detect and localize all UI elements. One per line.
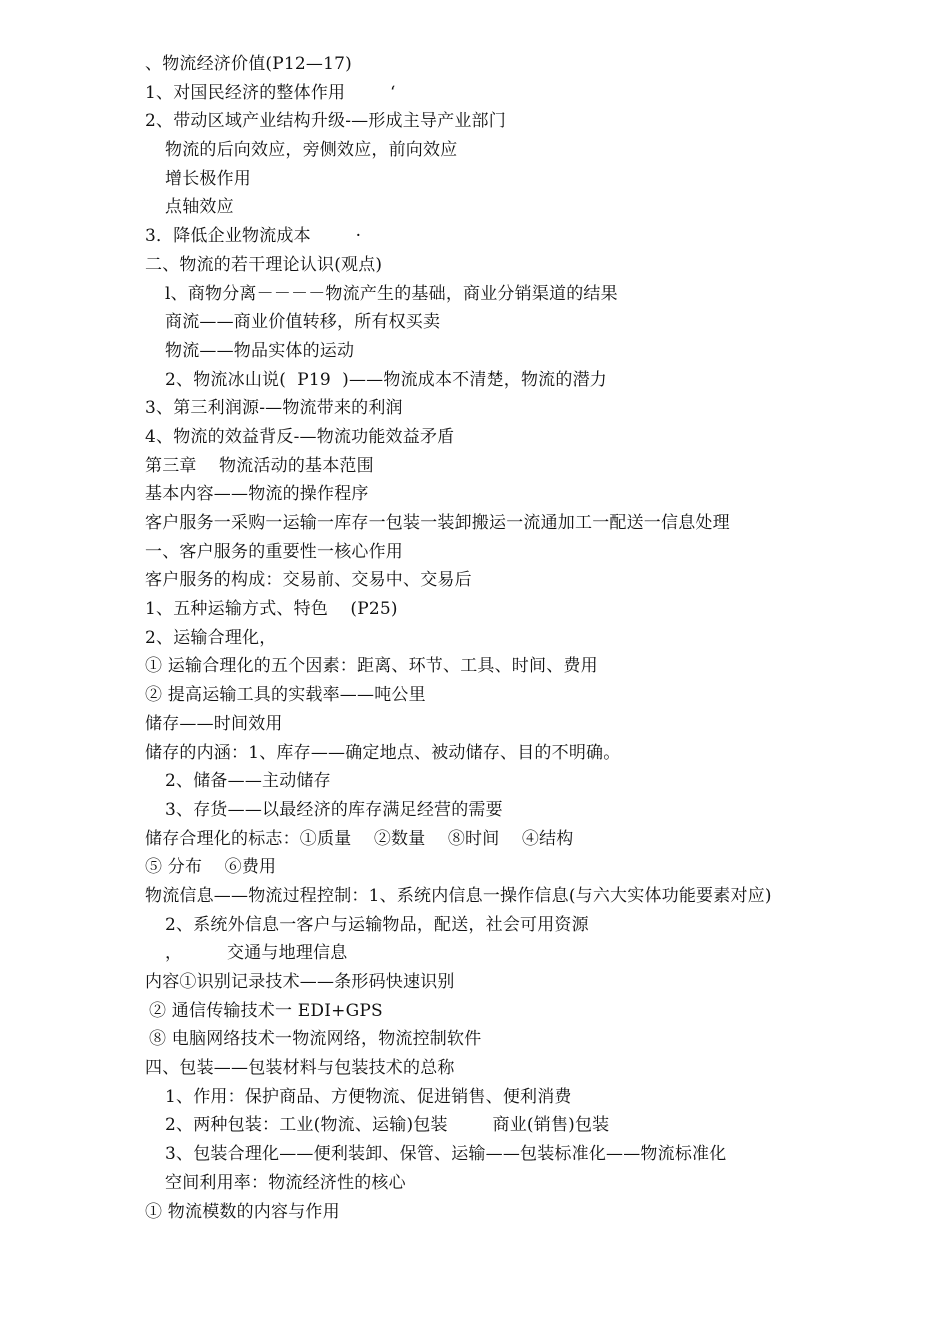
text-line: 增长极作用 (165, 168, 251, 189)
text-line: 1、对国民经济的整体作用 ‘ (145, 82, 396, 103)
text-line: 物流——物品实体的运动 (165, 340, 355, 361)
text-line: 物流的后向效应，旁侧效应，前向效应 (165, 140, 458, 161)
text-line: l、商物分离－－－－物流产生的基础，商业分销渠道的结果 (165, 283, 618, 304)
text-line: 储存的内涵：1、库存——确定地点、被动储存、目的不明确。 (145, 742, 621, 763)
text-line: 2、带动区域产业结构升级-—形成主导产业部门 (145, 111, 506, 132)
text-line: 3．降低企业物流成本 · (145, 226, 362, 247)
text-line: 一、客户服务的重要性一核心作用 (145, 541, 403, 562)
text-line: 基本内容——物流的操作程序 (145, 484, 369, 505)
text-line: 1、五种运输方式、特色 (P25) (145, 599, 398, 620)
text-line: ② 提高运输工具的实载率——吨公里 (145, 685, 426, 706)
text-line: 3、第三利润源-—物流带来的利润 (145, 398, 403, 419)
text-line: ⑤ 分布 ⑥费用 (145, 857, 277, 878)
text-line: 物流信息——物流过程控制：1、系统内信息一操作信息(与六大实体功能要素对应) (145, 885, 772, 906)
text-line: 点轴效应 (165, 197, 234, 218)
text-line: 2、两种包装：工业(物流、运输)包装 商业(销售)包装 (165, 1115, 610, 1136)
text-line: ， 交通与地理信息 (165, 943, 348, 964)
text-line: 储存——时间效用 (145, 713, 283, 734)
text-line: 储存合理化的标志：①质量 ②数量 ⑧时间 ④结构 (145, 828, 574, 849)
text-line: 、物流经济价值(P12—17) (145, 54, 352, 74)
text-line: 3、包装合理化——便利装卸、保管、运输——包装标准化——物流标准化 (165, 1144, 727, 1165)
text-line: 2、运输合理化， (145, 627, 277, 648)
text-line: 客户服务一采购一运输一库存一包装一装卸搬运一流通加工一配送一信息处理 (145, 513, 730, 533)
text-line: 第三章 物流活动的基本范围 (145, 455, 374, 476)
text-line: 2、系统外信息一客户与运输物品，配送，社会可用资源 (165, 914, 589, 935)
text-line: 1、作用：保护商品、方便物流、促进销售、便利消费 (165, 1086, 572, 1107)
text-line: 空间利用率：物流经济性的核心 (165, 1172, 406, 1193)
text-line: ② 通信传输技术一 EDI+GPS (149, 1000, 383, 1021)
text-line: 内容①识别记录技术——条形码快速识别 (145, 972, 455, 992)
document-body (145, 50, 935, 1226)
text-line: 二、物流的若干理论认识(观点) (145, 254, 383, 275)
text-line: 2、物流冰山说( P19 )——物流成本不清楚，物流的潜力 (165, 369, 607, 390)
text-line: 商流——商业价值转移，所有权买卖 (165, 312, 441, 333)
text-line: 客户服务的构成：交易前、交易中、交易后 (145, 570, 472, 591)
text-line: ① 物流模数的内容与作用 (145, 1201, 340, 1222)
text-line: ⑧ 电脑网络技术一物流网络，物流控制软件 (149, 1029, 482, 1050)
text-line: ① 运输合理化的五个因素：距离、环节、工具、时间、费用 (145, 656, 598, 677)
text-line: 3、存货——以最经济的库存满足经营的需要 (165, 799, 503, 820)
text-line: 四、包装——包装材料与包装技术的总称 (145, 1058, 455, 1079)
text-line: 4、物流的效益背反-—物流功能效益矛盾 (145, 426, 455, 447)
text-line: 2、储备——主动储存 (165, 771, 331, 792)
